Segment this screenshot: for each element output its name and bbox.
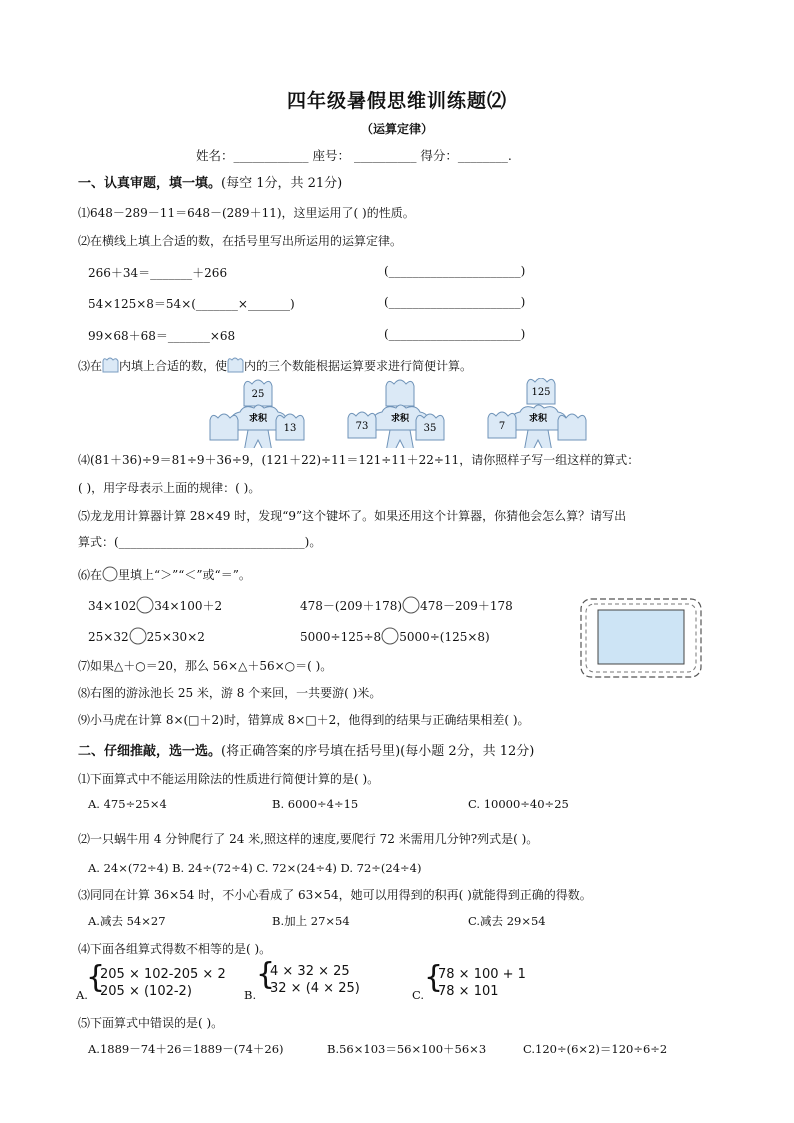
s2-q4-b-line2: 32 × (4 × 25) [270,981,360,996]
s1-q2-row-2-expr: 54×125×8＝54×(_______×_______) [88,297,295,311]
q6-item3-right: 25×30×2 [146,630,205,644]
circle-blank-icon [136,596,154,614]
s1-question-5-line1: ⑸龙龙用计算器计算 28×49 时，发现“9”这个键坏了。如果还用这个计算器，你猜他会怎么算？请写出 [78,509,627,523]
s2-question-5: ⑸下面算式中错误的是( )。 [78,1016,224,1030]
student-info-line: 姓名：____________ 座号： __________ 得分：________. [196,148,512,163]
s1-q6-item-1 [88,596,222,614]
group2-left-value: 73 [355,421,369,432]
s1-q2-row-2-answer: (______________________) [384,295,526,309]
tulip-icon [102,356,119,373]
brace-icon: { [256,957,276,992]
s2-q4-b-line1: 4 × 32 × 25 [270,964,350,979]
s1-question-6 [78,566,251,583]
s1-q2-row-3-answer: (______________________) [384,327,526,341]
q6-item1-right: 34×100＋2 [154,599,223,613]
q6-item4-right: 5000÷(125×8) [399,630,490,644]
group2-right-value: 35 [423,423,437,434]
s1-question-2: ⑵在横线上填上合适的数，在括号里写出所运用的运算定律。 [78,234,403,248]
s2-q4-a-line1: 205 × 102-205 × 2 [100,967,226,982]
s1-q2-row-1-expr: 266＋34＝_______＋266 [88,266,228,280]
s1-q3-text-b: 内填上合适的数，使 [119,359,228,373]
s2-question-2: ⑵一只蜗牛用 4 分钟爬行了 24 米,照这样的速度,要爬行 72 米需用几分钟?列式是( )。 [78,832,539,846]
swimming-pool-image [578,596,704,680]
s1-q2-row-1-answer: (______________________) [384,264,526,278]
s1-q6-item-4 [300,627,490,645]
q6-item2-left: 478－(209＋178) [300,599,403,613]
s1-question-4-line2: ( )，用字母表示上面的规律：( )。 [78,481,261,495]
s2-q3-option-a: A.减去 54×27 [88,914,166,928]
s1-q2-row-3-expr: 99×68＋68＝_______×68 [88,329,236,343]
s2-q1-option-a: A. 475÷25×4 [88,797,167,811]
s2-question-1: ⑴下面算式中不能运用除法的性质进行简便计算的是( )。 [78,772,380,786]
group1-top-value: 25 [251,389,265,400]
group3-top-value: 125 [531,387,551,398]
group3-left-value: 7 [498,421,506,432]
flower-group-2 [348,380,444,448]
s1-q3-text-c: 内的三个数能根据运算要求进行简便计算。 [244,359,473,373]
page-title: 四年级暑假思维训练题⑵ [286,90,507,112]
s1-question-5-line2: 算式：(_______________________________)。 [78,535,322,549]
s2-q4-letter-a: A. [76,988,88,1002]
s1-q6-text-a: ⑹在 [78,568,103,582]
s1-q6-item-3 [88,627,205,645]
flower-group-1 [210,380,304,448]
s1-question-9: ⑼小马虎在计算 8×(□＋2)时，错算成 8×□＋2，他得到的结果与正确结果相差( )。 [78,713,530,727]
s2-question-3: ⑶同同在计算 36×54 时，不小心看成了 63×54，她可以用得到的积再( )就能得到正确的得数。 [78,888,592,902]
s2-q3-option-b: B.加上 27×54 [272,914,350,928]
circle-blank-icon [402,596,420,614]
q6-item2-right: 478－209＋178 [420,599,513,613]
circle-blank-icon [381,627,399,645]
s1-question-1: ⑴648－289－11＝648－(289＋11)，这里运用了( )的性质。 [78,206,415,220]
section2-heading [78,740,534,759]
section1-heading [78,172,342,191]
s2-q5-option-a: A.1889－74＋26＝1889－(74＋26) [88,1042,284,1056]
s1-question-8: ⑻右图的游泳池长 25 米，游 8 个来回，一共要游( )米。 [78,686,382,700]
s1-q6-item-2 [300,596,513,614]
q6-item1-left: 34×102 [88,599,137,613]
circle-blank-icon [129,627,147,645]
section1-title: 一、认真审题，填一填。 [78,176,222,191]
group1-right-value: 13 [283,423,297,434]
brace-icon: { [86,960,106,995]
s2-q4-c-line1: 78 × 100 + 1 [438,967,526,982]
group3-label: 求积 [528,414,548,424]
s1-question-4-line1: ⑷(81＋36)÷9＝81÷9＋36÷9，(121＋22)÷11＝121÷11＋22÷11，请你照样子写一组这样的算式： [78,453,640,467]
flower-group-3 [488,378,586,448]
circle-blank-icon [102,566,118,582]
s2-q5-option-b: B.56×103＝56×100＋56×3 [327,1042,487,1056]
s2-q4-letter-b: B. [244,988,257,1002]
q3-flower-groups [200,378,600,448]
q6-item3-left: 25×32 [88,630,129,644]
s2-q4-letter-c: C. [412,988,425,1002]
page-subtitle: （运算定律） [360,122,433,136]
s2-q4-a-line2: 205 × (102-2) [100,984,192,999]
s1-question-3 [78,356,472,374]
tulip-icon [227,356,244,373]
brace-icon: { [424,960,444,995]
section2-note: (将正确答案的序号填在括号里)(每小题 2分，共 12分) [221,744,535,759]
s1-q6-text-b: 里填上“＞”“＜”或“＝”。 [118,568,251,582]
s2-q5-option-c: C.120÷(6×2)＝120÷6÷2 [523,1042,668,1056]
s2-question-4: ⑷下面各组算式得数不相等的是( )。 [78,942,272,956]
s2-q1-option-c: C. 10000÷40÷25 [468,797,569,811]
s2-q1-option-b: B. 6000÷4÷15 [272,797,359,811]
group1-label: 求积 [248,414,268,424]
s2-q4-c-line2: 78 × 101 [438,984,499,999]
s2-q3-option-c: C.减去 29×54 [468,914,546,928]
section1-note: (每空 1分，共 21分) [221,176,343,191]
q6-item4-left: 5000÷125÷8 [300,630,382,644]
s2-q2-options: A. 24×(72÷4) B. 24÷(72÷4) C. 72×(24÷4) D. 72÷(24÷4) [88,861,422,875]
group2-label: 求积 [390,414,410,424]
section2-title: 二、仔细推敲，选一选。 [78,744,222,759]
s1-q3-text-a: ⑶在 [78,359,103,373]
s1-question-7: ⑺如果△＋○＝20，那么 56×△＋56×○＝( )。 [78,659,333,673]
